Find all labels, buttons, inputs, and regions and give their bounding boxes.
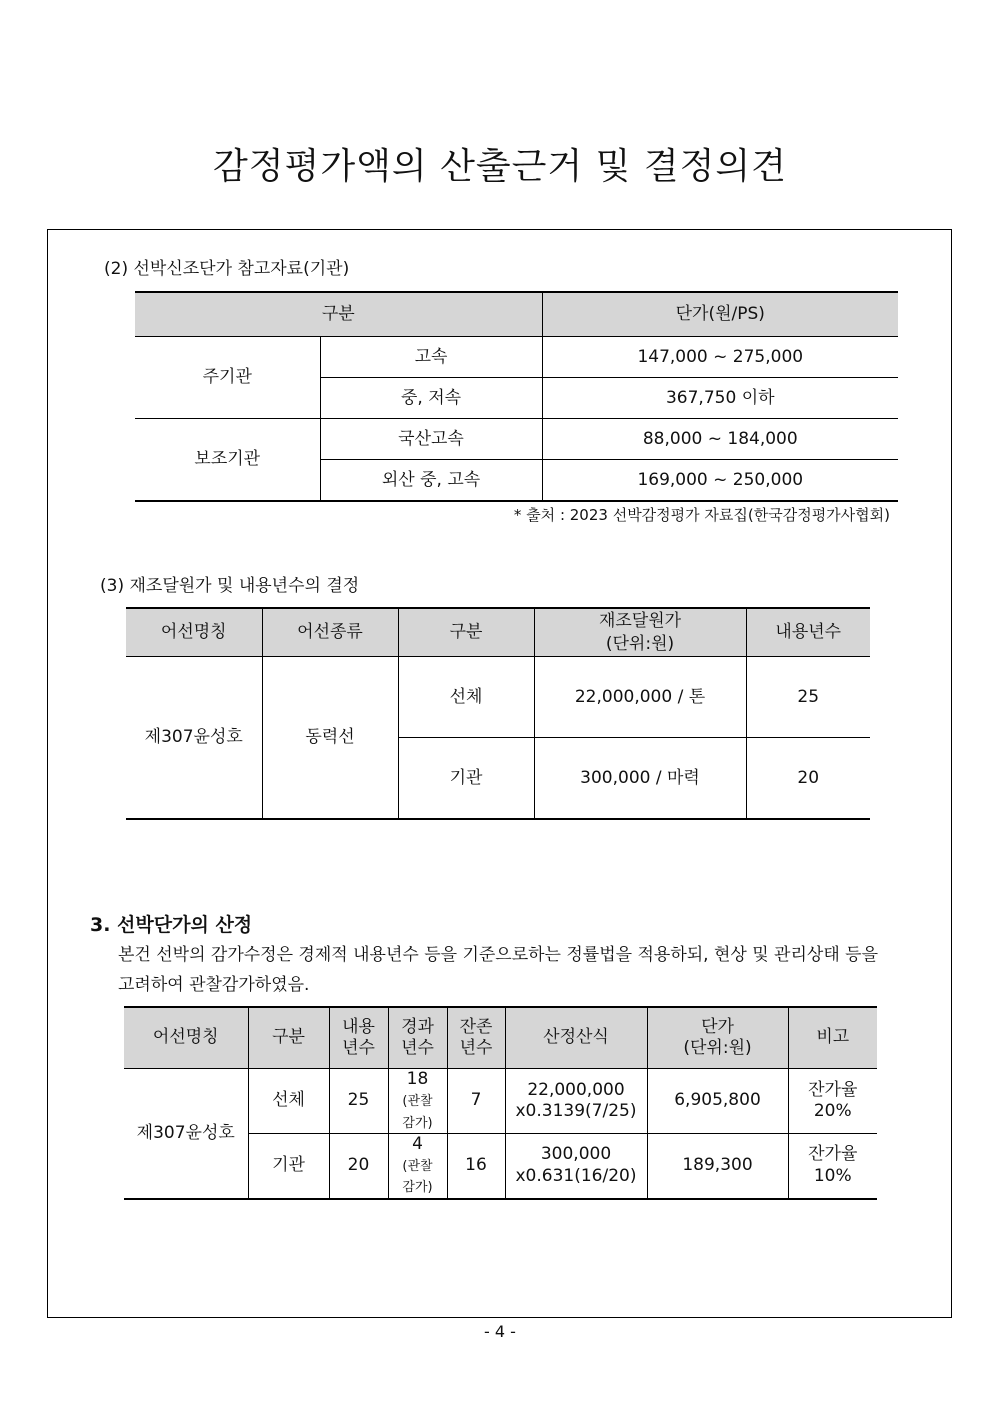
life-cell: 20 <box>329 1133 388 1198</box>
formula-line: x0.3139(7/25) <box>515 1100 637 1121</box>
price-cell: 6,905,800 <box>647 1069 788 1134</box>
formula-line: x0.631(16/20) <box>515 1165 637 1186</box>
remain-cell: 16 <box>447 1133 505 1198</box>
column-header: 구분 <box>398 608 534 657</box>
elapsed-cell <box>388 1069 447 1134</box>
note-line: 잔가율 <box>808 1144 858 1165</box>
header-unit: (단위:원) <box>605 633 675 654</box>
elapsed-note: (관찰 <box>402 1159 433 1174</box>
type-cell: 외산 중, 고속 <box>320 460 542 502</box>
life-cell: 25 <box>329 1069 388 1134</box>
column-header: 어선명칭 <box>126 608 262 657</box>
note-cell <box>788 1133 877 1198</box>
group-cell: 보조기관 <box>135 419 320 502</box>
column-header: 구분 <box>135 292 542 337</box>
formula-cell <box>505 1069 647 1134</box>
type-cell: 중, 저속 <box>320 378 542 419</box>
table-row <box>126 657 870 738</box>
price-cell: 189,300 <box>647 1133 788 1198</box>
type-cell: 고속 <box>320 337 542 378</box>
page-number: - 4 - <box>484 1322 516 1341</box>
column-header: 어선종류 <box>262 608 398 657</box>
header-line: 년수 <box>401 1038 434 1058</box>
column-header: 내용년수 <box>746 608 870 657</box>
column-header <box>329 1007 388 1069</box>
table-header-row <box>135 292 898 337</box>
type-cell: 국산고속 <box>320 419 542 460</box>
note-line: 10% <box>813 1165 852 1186</box>
section-heading-2: (2) 선박신조단가 참고자료(기관) <box>104 259 350 279</box>
section-title-3: 3. 선박단가의 산정 <box>90 914 253 936</box>
header-line: 재조달원가 <box>598 611 682 632</box>
vessel-type-cell: 동력선 <box>262 657 398 820</box>
column-header <box>447 1007 505 1069</box>
unit-price-calc-table <box>124 1006 877 1200</box>
elapsed-note: 감가) <box>402 1180 433 1196</box>
part-cell: 선체 <box>248 1069 329 1134</box>
column-header: 구분 <box>248 1007 329 1069</box>
life-cell: 20 <box>746 738 870 820</box>
price-cell: 367,750 이하 <box>542 378 898 419</box>
header-line: (단위:원) <box>683 1038 752 1058</box>
section-body-text: 본건 선박의 감가수정은 경제적 내용년수 등을 기준으로하는 정률법을 적용하되, 현상 및 관리상태 등을 고려하여 관찰감가하였음. <box>118 945 878 995</box>
price-cell: 88,000 ~ 184,000 <box>542 419 898 460</box>
column-header: 단가(원/PS) <box>542 292 898 337</box>
elapsed-value: 18 <box>406 1069 429 1089</box>
table-header-row <box>124 1007 877 1069</box>
price-cell: 147,000 ~ 275,000 <box>542 337 898 378</box>
part-cell: 선체 <box>398 657 534 738</box>
source-note: * 출처 : 2023 선박감정평가 자료집(한국감정평가사협회) <box>513 506 890 524</box>
column-header <box>534 608 746 657</box>
column-header <box>388 1007 447 1069</box>
cost-cell: 22,000,000 / 톤 <box>534 657 746 738</box>
replacement-cost-table <box>126 607 870 820</box>
header-line: 단가 <box>701 1016 734 1037</box>
header-line: 년수 <box>342 1038 375 1058</box>
note-cell <box>788 1069 877 1134</box>
group-cell: 주기관 <box>135 337 320 419</box>
table-row <box>135 419 898 460</box>
life-cell: 25 <box>746 657 870 738</box>
vessel-name-cell: 제307윤성호 <box>124 1069 248 1199</box>
elapsed-cell <box>388 1133 447 1198</box>
part-cell: 기관 <box>248 1133 329 1198</box>
table-row <box>124 1069 877 1134</box>
column-header: 비고 <box>788 1007 877 1069</box>
header-line: 경과 <box>401 1016 434 1037</box>
engine-unit-price-table <box>135 291 898 502</box>
header-line: 내용 <box>342 1016 375 1037</box>
remain-cell: 7 <box>447 1069 505 1134</box>
vessel-name-cell: 제307윤성호 <box>126 657 262 820</box>
section-heading-3: (3) 재조달원가 및 내용년수의 결정 <box>100 576 360 596</box>
column-header: 산정산식 <box>505 1007 647 1069</box>
header-line: 잔존 <box>459 1016 493 1037</box>
header-line: 년수 <box>459 1038 493 1058</box>
part-cell: 기관 <box>398 738 534 820</box>
table-row <box>135 337 898 378</box>
page-title: 감정평가액의 산출근거 및 결정의견 <box>213 146 787 187</box>
column-header <box>647 1007 788 1069</box>
formula-line: 22,000,000 <box>527 1079 625 1100</box>
column-header: 어선명칭 <box>124 1007 248 1069</box>
note-line: 잔가율 <box>808 1079 858 1100</box>
table-header-row <box>126 608 870 657</box>
elapsed-value: 4 <box>412 1133 423 1154</box>
elapsed-note: 감가) <box>402 1115 433 1131</box>
note-line: 20% <box>813 1100 852 1121</box>
price-cell: 169,000 ~ 250,000 <box>542 460 898 502</box>
formula-cell <box>505 1133 647 1198</box>
formula-line: 300,000 <box>540 1144 612 1165</box>
cost-cell: 300,000 / 마력 <box>534 738 746 820</box>
elapsed-note: (관찰 <box>402 1094 433 1110</box>
